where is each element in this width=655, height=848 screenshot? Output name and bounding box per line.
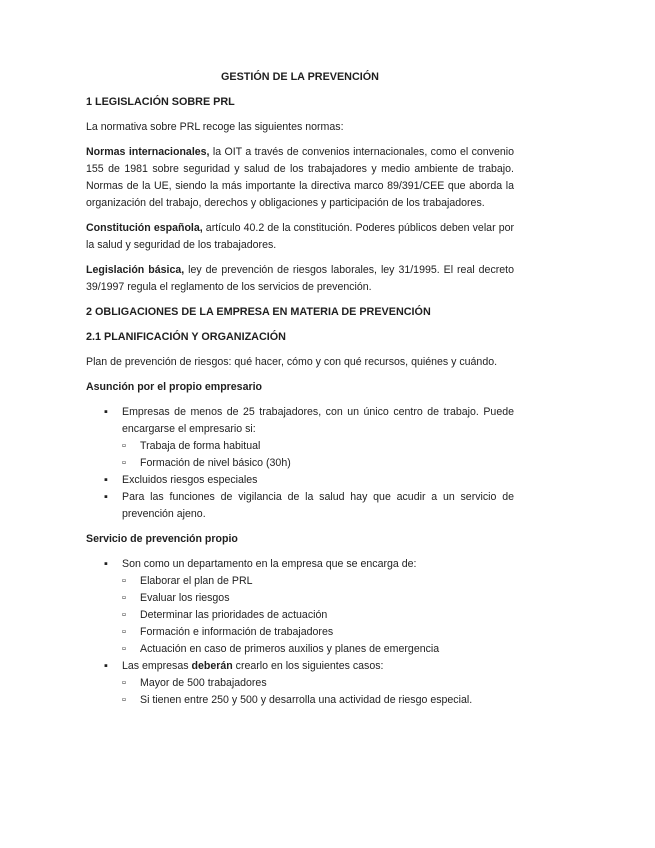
paragraph-body: ley de prevención de riesgos laborales, ley 31/1995. El real decreto 39/1997 regula el reglamento de los servicios de prevención. — [86, 264, 514, 293]
asuncion-heading: Asunción por el propio empresario — [86, 381, 263, 393]
sublist-item: ▫ Actuación en caso de primeros auxilios y planes de emergencia — [140, 641, 514, 658]
asuncion-list — [86, 404, 514, 523]
sublist — [122, 438, 514, 472]
list-item: ▪ Excluidos riesgos especiales — [122, 472, 514, 489]
paragraph-lead: Normas internacionales, — [86, 146, 210, 158]
sublist-item: ▫ Mayor de 500 trabajadores — [140, 675, 514, 692]
list-item — [122, 658, 514, 709]
list-item-emphasis: deberán — [191, 660, 233, 672]
sublist-item: ▫ Formación e información de trabajadores — [140, 624, 514, 641]
list-item-text: crearlo en los siguientes casos: — [232, 660, 384, 672]
paragraph-body: la OIT a través de convenios internacionales, como el convenio 155 de 1981 sobre seguridad y salud de los trabajadores y medio ambiente de trabajo. Normas de la UE, siendo la más importante la directiva marco 89/391/CEE que aborda la organización del trabajo, derechos y obligaciones y participación de los trabajadores. — [86, 146, 514, 209]
paragraph-lead: Legislación básica, — [86, 264, 185, 276]
servicio-heading: Servicio de prevención propio — [86, 533, 238, 545]
list-item — [122, 404, 514, 472]
section-1-intro: La normativa sobre PRL recoge las siguientes normas: — [86, 121, 344, 133]
servicio-list — [86, 556, 514, 709]
paragraph-body: artículo 40.2 de la constitución. Poderes públicos deben velar por la salud y seguridad de los trabajadores. — [86, 222, 515, 251]
list-item: ▪ Para las funciones de vigilancia de la salud hay que acudir a un servicio de prevención ajeno. — [122, 489, 514, 523]
sublist-item: ▫ Elaborar el plan de PRL — [140, 573, 514, 590]
list-item-text: Son como un departamento en la empresa que se encarga de: — [122, 558, 417, 570]
section-1-heading: 1 LEGISLACIÓN SOBRE PRL — [86, 96, 235, 108]
sublist-item: ▫ Si tienen entre 250 y 500 y desarrolla una actividad de riesgo especial. — [140, 692, 514, 709]
paragraph-constitucion — [86, 220, 514, 254]
paragraph-lead: Constitución española, — [86, 222, 203, 234]
page-title: GESTIÓN DE LA PREVENCIÓN — [221, 71, 379, 83]
list-item-text: Empresas de menos de 25 trabajadores, con un único centro de trabajo. Puede encargarse el empresario si: — [122, 406, 514, 435]
sublist — [122, 675, 514, 709]
paragraph-legislacion-basica — [86, 262, 514, 296]
section-2-1-heading: 2.1 PLANIFICACIÓN Y ORGANIZACIÓN — [86, 331, 286, 343]
paragraph-normas-internacionales — [86, 144, 514, 212]
section-2-heading: 2 OBLIGACIONES DE LA EMPRESA EN MATERIA DE PREVENCIÓN — [86, 306, 431, 318]
sublist-item: ▫ Trabaja de forma habitual — [140, 438, 514, 455]
list-item — [122, 556, 514, 658]
list-item-text: Las empresas — [122, 660, 192, 672]
sublist-item: ▫ Evaluar los riesgos — [140, 590, 514, 607]
paragraph-plan-prevencion: Plan de prevención de riesgos: qué hacer, cómo y con qué recursos, quiénes y cuándo. — [86, 356, 498, 368]
sublist-item: ▫ Determinar las prioridades de actuación — [140, 607, 514, 624]
sublist-item: ▫ Formación de nivel básico (30h) — [140, 455, 514, 472]
sublist — [122, 573, 514, 658]
